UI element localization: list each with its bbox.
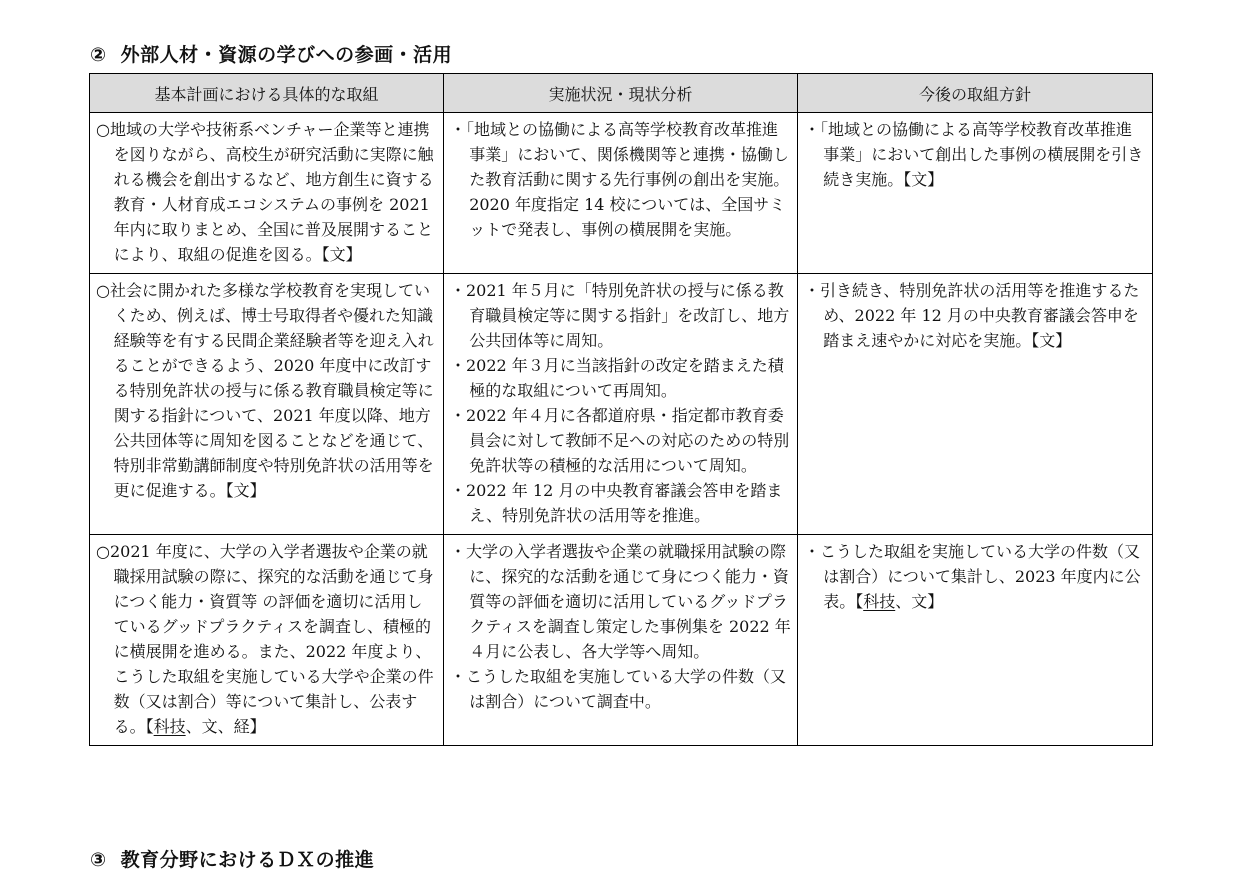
section-title: 教育分野におけるＤＸの推進: [120, 849, 375, 871]
policy-text-main: ・こうした取組を実施している大学の件数（又は割合）について集計し、2023 年度内に公表。【: [804, 542, 1141, 611]
policy-item: ・引き続き、特別免許状の活用等を推進するため、2022 年 12 月の中央教育審議会答申を踏まえ速やかに対応を実施。【文】: [804, 281, 1140, 350]
plan-cell: [90, 535, 444, 746]
plan-cell: [90, 274, 444, 535]
status-item: ・「地域との協働による高等学校教育改革推進事業」において、関係機関等と連携・協働した教育活動に関する先行事例の創出を実施。2020 年度指定 14 校については、全国サミットで発表し、事例の横展開を実施。: [450, 120, 790, 239]
section-number: ③: [90, 849, 107, 871]
plan-text-end: 、文、経】: [185, 717, 266, 736]
ministry-underlined: 科技: [153, 717, 186, 736]
status-item: ・大学の入学者選抜や企業の就職採用試験の際に、探究的な活動を通じて身につく能力・資質等の評価を適切に活用しているグッドプラクティスを調査し策定した事例集を 2022 年４月に公表し、各大学等へ周知。: [450, 542, 791, 661]
status-cell: [444, 274, 798, 535]
table-header-row: [90, 74, 1153, 113]
header-plan: 基本計画における具体的な取組: [90, 74, 444, 113]
policy-cell: [798, 535, 1153, 746]
section-heading-3: [90, 845, 374, 872]
policy-item: [804, 539, 1146, 614]
table-row: [90, 535, 1153, 746]
initiatives-table: [89, 73, 1153, 746]
plan-text: ○地域の大学や技術系ベンチャー企業等と連携を図りながら、高校生が研究活動に実際に触れる機会を創出するなど、地方創生に資する教育・人材育成エコシステムの事例を 2021 年内に取りまとめ、全国に普及展開することにより、取組の促進を図る。【文】: [96, 120, 434, 264]
ministry-underlined: 科技: [863, 592, 896, 611]
status-item: ・こうした取組を実施している大学の件数（又は割合）について調査中。: [450, 667, 787, 711]
policy-item: ・「地域との協働による高等学校教育改革推進事業」において創出した事例の横展開を引き続き実施。【文】: [804, 120, 1144, 189]
policy-text-end: 、文】: [895, 592, 944, 611]
plan-text: ○社会に開かれた多様な学校教育を実現していくため、例えば、博士号取得者や優れた知識経験等を有する民間企業経験者等を迎え入れることができるよう、2020 年度中に改訂する特別免許状の授与に係る教育職員検定等に関する指針について、2021 年度以降、地方公共団体等に周知を図ることなどを通じて、特別非常勤講師制度や特別免許状の活用等を更に促進する。【文】: [96, 281, 434, 500]
table-row: [90, 274, 1153, 535]
section-title: 外部人材・資源の学びへの参画・活用: [120, 44, 453, 66]
status-item: ・2022 年４月に各都道府県・指定都市教育委員会に対して教師不足への対応のための特別免許状等の積極的な活用について周知。: [450, 406, 790, 475]
status-cell: [444, 113, 798, 274]
section-number: ②: [90, 44, 107, 66]
header-policy: 今後の取組方針: [798, 74, 1153, 113]
plan-text: [96, 539, 437, 739]
status-item: ・2021 年５月に「特別免許状の授与に係る教育職員検定等に関する指針」を改訂し、地方公共団体等に周知。: [450, 281, 790, 350]
table-row: [90, 113, 1153, 274]
status-item: ・2022 年３月に当該指針の改定を踏まえた積極的な取組について再周知。: [450, 356, 784, 400]
plan-cell: [90, 113, 444, 274]
status-item: ・2022 年 12 月の中央教育審議会答申を踏まえ、特別免許状の活用等を推進。: [450, 481, 783, 525]
status-cell: [444, 535, 798, 746]
policy-cell: [798, 274, 1153, 535]
section-heading-2: [90, 40, 452, 67]
policy-cell: [798, 113, 1153, 274]
plan-text-main: ○2021 年度に、大学の入学者選抜や企業の就職採用試験の際に、探究的な活動を通じて身につく能力・資質等 の評価を適切に活用しているグッドプラクティスを調査し、積極的に横展開を進める。また、2022 年度より、こうした取組を実施している大学や企業の件数（又は割合）等について集計し、公表する。【: [96, 542, 434, 736]
header-status: 実施状況・現状分析: [444, 74, 798, 113]
